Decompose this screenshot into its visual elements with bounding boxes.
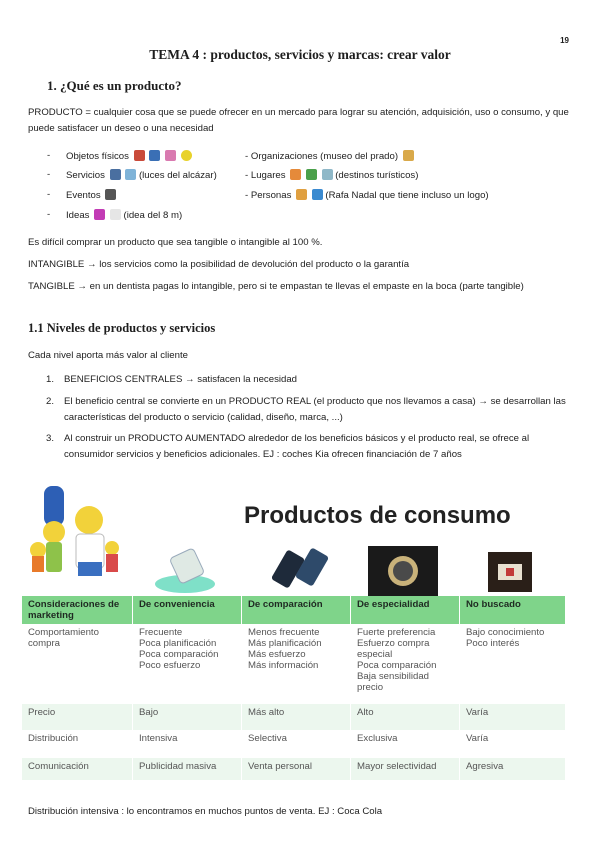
table-cell: Frecuente Poca planificación Poca comparación Poco esfuerzo xyxy=(133,624,242,704)
table-header-cell: Consideraciones de marketing xyxy=(22,596,133,624)
paragraph-tangible: TANGIBLE → en un dentista pagas lo intangible, pero si te empastan te llevas el empaste en la boca (parte tangible) xyxy=(28,281,524,292)
stethoscope-icon xyxy=(125,169,136,180)
table-cell: Venta personal xyxy=(242,758,351,780)
table-row xyxy=(22,704,566,730)
table-cell: Más alto xyxy=(242,704,351,730)
framed-picture-icon xyxy=(403,150,414,161)
beach-icon xyxy=(290,169,301,180)
list-item: Servicios (luces del alcázar) xyxy=(66,170,217,181)
dove-icon xyxy=(110,209,121,220)
page-title: TEMA 4 : productos, servicios y marcas: crear valor xyxy=(149,47,451,62)
table-header-cell: De especialidad xyxy=(351,596,460,624)
table-row xyxy=(22,730,566,758)
table-cell: Agresiva xyxy=(460,758,566,780)
list-item: 3. Al construir un PRODUCTO AUMENTADO alrededor de los beneficios básicos y el producto real, se ofrece al consumidor servicios y beneficios adicionales. EJ : coches Kia ofrecen financiación de 7 años xyxy=(46,433,530,460)
books-icon xyxy=(134,150,145,161)
computer-icon xyxy=(149,150,160,161)
table-cell: Publicidad masiva xyxy=(133,758,242,780)
list-item: - Personas (Rafa Nadal que tiene incluso un logo) xyxy=(245,190,489,201)
table-cell: Exclusiva xyxy=(351,730,460,758)
footer-note: Distribución intensiva : lo encontramos en muchos puntos de venta. EJ : Coca Cola xyxy=(28,806,383,817)
infinity-icon xyxy=(94,209,105,220)
table-cell: Bajo conocimiento Poco interés xyxy=(460,624,566,704)
mountain-icon xyxy=(322,169,333,180)
table-row xyxy=(22,624,566,704)
table-header-row xyxy=(22,596,566,624)
table-cell: Comportamiento compra xyxy=(22,624,133,704)
table-cell: Varía xyxy=(460,730,566,758)
tennis-ball-icon xyxy=(181,150,192,161)
list-item: 2. El beneficio central se convierte en un PRODUCTO REAL (el producto que nos llevamos a casa) → se desarrollan las características del producto o servicio (calidad, diseño, marca, ...) xyxy=(46,396,566,423)
table-cell: Mayor selectividad xyxy=(351,758,460,780)
table-cell: Selectiva xyxy=(242,730,351,758)
palm-tree-icon xyxy=(306,169,317,180)
smartphones-image xyxy=(272,546,330,592)
simpsons-family-image xyxy=(24,484,124,580)
toothpaste-image xyxy=(152,548,218,594)
person-running-icon xyxy=(296,189,307,200)
table-cell: Precio xyxy=(22,704,133,730)
list-item: - Lugares (destinos turísticos) xyxy=(245,170,419,181)
consumer-products-table xyxy=(22,596,566,780)
paragraph-intangible: INTANGIBLE → los servicios como la posibilidad de devolución del producto o la garantía xyxy=(28,259,410,270)
list-item: Ideas (idea del 8 m) xyxy=(66,210,183,221)
table-row xyxy=(22,758,566,780)
figure-title: Productos de consumo xyxy=(244,502,511,529)
bus-icon xyxy=(110,169,121,180)
microphone-icon xyxy=(105,189,116,200)
list-item: - Organizaciones (museo del prado) xyxy=(245,150,414,164)
table-cell: Varía xyxy=(460,704,566,730)
section-heading-1: 1. ¿Qué es un producto? xyxy=(47,78,182,93)
list-item: Eventos xyxy=(66,189,116,203)
swimmer-icon xyxy=(312,189,323,200)
table-cell: Intensiva xyxy=(133,730,242,758)
table-cell: Bajo xyxy=(133,704,242,730)
list-item: Objetos físicos xyxy=(66,150,192,164)
table-cell: Menos frecuente Más planificación Más esfuerzo Más información xyxy=(242,624,351,704)
watch-image xyxy=(368,546,438,596)
table-header-cell: No buscado xyxy=(460,596,566,624)
table-header-cell: De conveniencia xyxy=(133,596,242,624)
paragraph-dificil: Es difícil comprar un producto que sea tangible o intangible al 100 %. xyxy=(28,237,323,248)
list-item: 1. BENEFICIOS CENTRALES → satisfacen la necesidad xyxy=(46,374,298,385)
table-header-cell: De comparación xyxy=(242,596,351,624)
section-heading-1-1: 1.1 Niveles de productos y servicios xyxy=(28,321,216,335)
insurance-item-image xyxy=(488,552,532,592)
table-cell: Fuerte preferencia Esfuerzo compra especial Poca comparación Baja sensibilidad precio xyxy=(351,624,460,704)
table-cell: Comunicación xyxy=(22,758,133,780)
lipstick-icon xyxy=(165,150,176,161)
paragraph-cada-nivel: Cada nivel aporta más valor al cliente xyxy=(28,350,188,361)
page-number: 19 xyxy=(560,36,569,45)
definition-paragraph: PRODUCTO = cualquier cosa que se puede ofrecer en un mercado para lograr su atención, adquisición, uso o consumo, y que puede satisfacer un deseo o una necesidad xyxy=(28,107,569,134)
table-cell: Distribución xyxy=(22,730,133,758)
table-cell: Alto xyxy=(351,704,460,730)
